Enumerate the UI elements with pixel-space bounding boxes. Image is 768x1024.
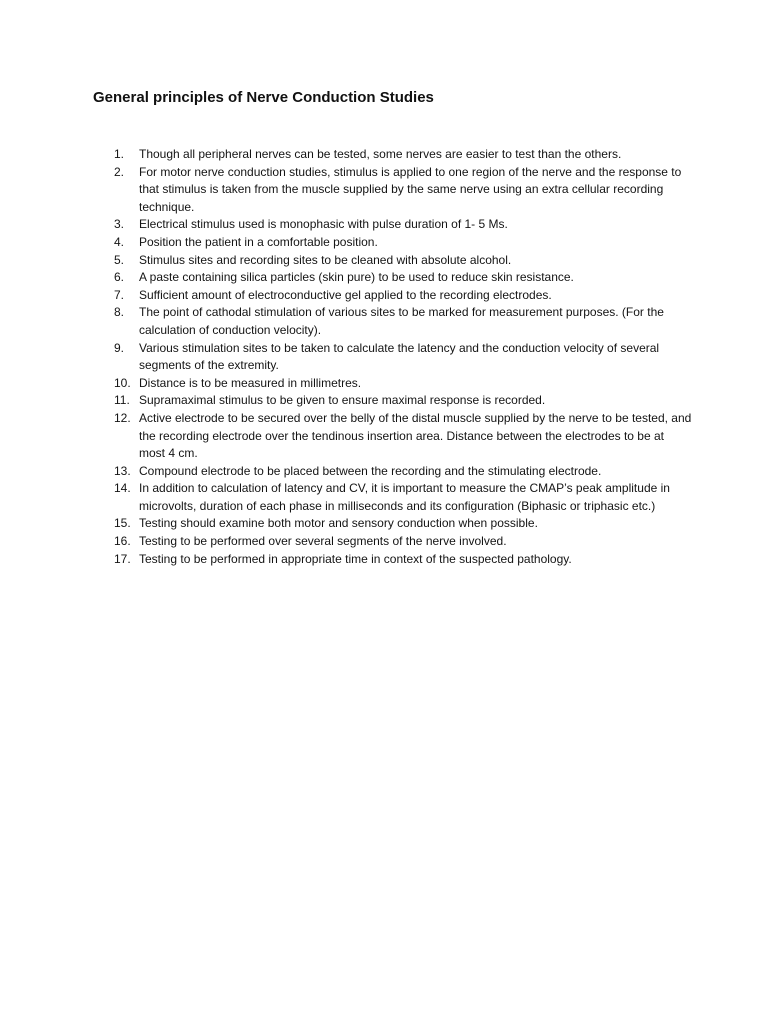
list-item-text: Distance is to be measured in millimetres. — [139, 375, 362, 390]
list-item — [92, 551, 692, 569]
list-item-number: 16. — [114, 534, 131, 549]
list-item — [92, 515, 692, 533]
list-item-text: Stimulus sites and recording sites to be cleaned with absolute alcohol. — [139, 252, 512, 267]
list-item-text: Sufficient amount of electroconductive gel applied to the recording electrodes. — [139, 287, 552, 302]
list-item-number: 10. — [114, 375, 131, 390]
list-item-number: 5. — [114, 252, 125, 267]
list-item-text: Testing to be performed in appropriate time in context of the suspected pathology. — [139, 551, 572, 566]
list-item-number: 4. — [114, 234, 125, 249]
list-item-text: The point of cathodal stimulation of various sites to be marked for measurement purposes. (For the calculation of conduction velocity). — [139, 305, 664, 337]
list-item-number: 12. — [114, 410, 131, 425]
list-item-number: 1. — [114, 147, 125, 161]
list-item-number: 7. — [114, 287, 125, 302]
list-item-text: Compound electrode to be placed between the recording and the stimulating electrode. — [139, 463, 602, 478]
list-item — [92, 216, 692, 234]
list-item — [92, 463, 692, 481]
list-item-number: 11. — [114, 393, 130, 408]
list-item-number: 15. — [114, 516, 131, 531]
list-item-text: Supramaximal stimulus to be given to ensure maximal response is recorded. — [139, 393, 546, 408]
list-item — [92, 252, 692, 270]
list-item-text: Though all peripheral nerves can be tested, some nerves are easier to test than the others. — [139, 147, 622, 161]
list-item-text: Active electrode to be secured over the belly of the distal muscle supplied by the nerve to be tested, and the recording electrode over the tendinous insertion area. Distance between the electrodes to be at most 4 cm. — [139, 410, 692, 461]
list-item-number: 9. — [114, 340, 125, 355]
list-item — [92, 392, 692, 410]
list-item — [92, 287, 692, 305]
list-item-text: In addition to calculation of latency and CV, it is important to measure the CMAP’s peak amplitude in microvolts, duration of each phase in milliseconds and its configuration (Biphasic or triphasic etc.) — [139, 481, 670, 513]
list-item-number: 3. — [114, 217, 125, 232]
list-item — [92, 375, 692, 393]
list-item-text: Testing to be performed over several segments of the nerve involved. — [139, 534, 507, 549]
list-item-text: A paste containing silica particles (skin pure) to be used to reduce skin resistance. — [139, 270, 574, 285]
list-item — [92, 480, 692, 515]
document-title: General principles of Nerve Conduction Studies — [93, 89, 434, 106]
list-item — [92, 340, 692, 375]
list-item — [92, 234, 692, 252]
principles-list — [92, 146, 692, 568]
list-item — [92, 146, 692, 164]
list-item — [92, 164, 692, 217]
list-item — [92, 269, 692, 287]
list-item-number: 2. — [114, 164, 125, 179]
list-item-text: Various stimulation sites to be taken to calculate the latency and the conduction velocity of several segments of the extremity. — [139, 340, 660, 373]
list-item-number: 17. — [114, 551, 131, 566]
list-item-number: 14. — [114, 481, 131, 496]
list-item-text: Position the patient in a comfortable position. — [139, 234, 378, 249]
list-item-number: 13. — [114, 463, 131, 478]
list-item-text: Testing should examine both motor and sensory conduction when possible. — [139, 516, 538, 531]
list-item — [92, 304, 692, 339]
list-item — [92, 410, 692, 463]
list-item — [92, 533, 692, 551]
list-item-text: For motor nerve conduction studies, stimulus is applied to one region of the nerve and the response to that stimulus is taken from the muscle supplied by the same nerve using an extra cellular recording technique. — [139, 164, 682, 214]
list-item-number: 6. — [114, 270, 125, 285]
list-item-text: Electrical stimulus used is monophasic with pulse duration of 1- 5 Ms. — [139, 217, 508, 232]
list-item-number: 8. — [114, 305, 125, 320]
